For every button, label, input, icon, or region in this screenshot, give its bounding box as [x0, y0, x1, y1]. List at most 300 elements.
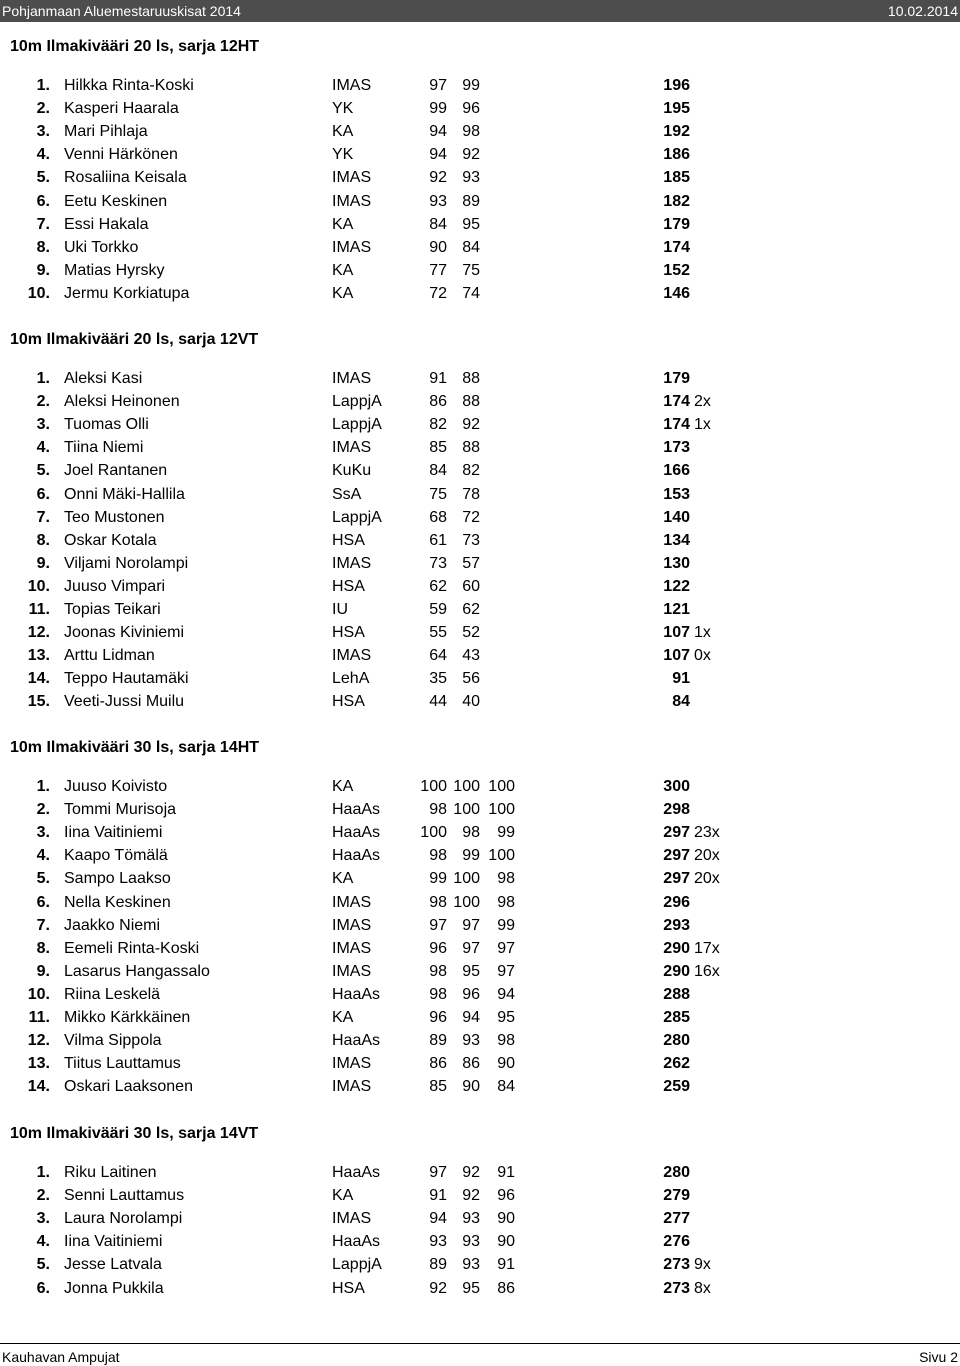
cell-extra: 17x	[694, 939, 720, 957]
cell-s1: 84	[429, 215, 447, 233]
cell-rank: 2.	[36, 393, 50, 411]
cell-name: Tuomas Olli	[64, 416, 149, 434]
cell-s2: 94	[462, 1009, 480, 1026]
cell-s1: 100	[420, 778, 447, 795]
table-row	[0, 486, 960, 509]
cell-rank: 9.	[36, 554, 50, 572]
cell-s2: 92	[462, 416, 480, 434]
cell-s1: 89	[429, 1256, 447, 1274]
cell-total: 182	[663, 192, 690, 210]
cell-total: 130	[663, 554, 690, 572]
cell-rank: 13.	[27, 1055, 50, 1073]
cell-total: 153	[663, 485, 690, 503]
cell-s1: 44	[429, 693, 447, 711]
cell-s1: 92	[429, 169, 447, 187]
cell-total: 195	[663, 100, 690, 118]
cell-name: Oskari Laaksonen	[64, 1078, 193, 1096]
table-row	[0, 824, 960, 847]
cell-s2: 52	[462, 624, 480, 642]
cell-name: Mari Pihlaja	[64, 123, 148, 141]
table-row	[0, 1280, 960, 1303]
cell-rank: 8.	[36, 531, 50, 549]
cell-s2: 96	[462, 100, 480, 118]
cell-extra: 8x	[694, 1279, 711, 1297]
cell-s2: 73	[462, 531, 480, 549]
cell-s3: 98	[497, 870, 515, 888]
table-row	[0, 169, 960, 192]
cell-s2: 60	[462, 577, 480, 595]
cell-s3: 99	[497, 916, 515, 934]
cell-extra: 1x	[694, 624, 711, 642]
cell-extra: 9x	[694, 1256, 711, 1274]
cell-rank: 15.	[27, 693, 50, 711]
cell-total: 279	[663, 1187, 690, 1205]
cell-total: 84	[672, 693, 690, 711]
cell-total: 297	[663, 870, 690, 888]
cell-total: 273	[663, 1256, 690, 1274]
cell-s2: 75	[462, 261, 480, 279]
cell-s2: 97	[462, 916, 480, 934]
cell-name: Topias Teikari	[64, 601, 161, 618]
cell-total: 259	[663, 1078, 690, 1096]
table-row	[0, 193, 960, 216]
cell-rank: 5.	[36, 1256, 50, 1274]
cell-club: YK	[332, 100, 354, 118]
cell-s1: 85	[429, 439, 447, 457]
cell-extra: 1x	[694, 416, 711, 434]
cell-rank: 1.	[36, 77, 50, 94]
cell-name: Nella Keskinen	[64, 893, 171, 911]
cell-s1: 97	[429, 1164, 447, 1181]
cell-extra: 2x	[694, 393, 711, 411]
table-row	[0, 940, 960, 963]
cell-extra: 16x	[694, 962, 720, 980]
cell-s1: 55	[429, 624, 447, 642]
cell-s3: 100	[488, 847, 515, 865]
cell-rank: 9.	[36, 962, 50, 980]
cell-name: Hilkka Rinta-Koski	[64, 77, 194, 94]
table-row	[0, 963, 960, 986]
cell-total: 298	[663, 801, 690, 819]
cell-rank: 14.	[27, 1078, 50, 1096]
cell-total: 166	[663, 462, 690, 480]
cell-club: KA	[332, 1187, 354, 1205]
cell-name: Aleksi Kasi	[64, 370, 143, 387]
cell-total: 185	[663, 169, 690, 187]
cell-s1: 92	[429, 1279, 447, 1297]
cell-name: Jaakko Niemi	[64, 916, 161, 934]
cell-name: Kaapo Tömälä	[64, 847, 168, 865]
table-row	[0, 146, 960, 169]
cell-club: IMAS	[332, 439, 372, 457]
cell-club: IMAS	[332, 1078, 372, 1096]
table-row	[0, 1233, 960, 1256]
cell-rank: 11.	[28, 601, 50, 618]
cell-rank: 5.	[36, 169, 50, 187]
cell-s3: 91	[497, 1164, 515, 1181]
table-row	[0, 870, 960, 893]
cell-s1: 98	[429, 985, 447, 1003]
cell-club: KA	[332, 284, 354, 302]
cell-s1: 89	[429, 1032, 447, 1050]
cell-s1: 98	[429, 847, 447, 865]
table-row	[0, 778, 960, 801]
cell-name: Mikko Kärkkäinen	[64, 1009, 191, 1026]
cell-name: Arttu Lidman	[64, 647, 155, 665]
table-row	[0, 847, 960, 870]
cell-club: HSA	[332, 624, 365, 642]
cell-s3: 97	[497, 939, 515, 957]
cell-club: IMAS	[332, 893, 372, 911]
cell-club: IMAS	[332, 1055, 372, 1073]
cell-s1: 59	[429, 601, 447, 618]
cell-total: 152	[663, 261, 690, 279]
cell-club: KA	[332, 261, 354, 279]
cell-s3: 100	[488, 778, 515, 795]
cell-rank: 2.	[36, 100, 50, 118]
cell-s2: 93	[462, 1233, 480, 1251]
cell-s2: 95	[462, 962, 480, 980]
cell-total: 173	[663, 439, 690, 457]
cell-name: Tommi Murisoja	[64, 801, 177, 819]
cell-s3: 84	[497, 1078, 515, 1096]
cell-name: Juuso Koivisto	[64, 778, 168, 795]
cell-name: Sampo Laakso	[64, 870, 171, 888]
cell-extra: 0x	[694, 647, 711, 665]
cell-s1: 97	[429, 77, 447, 94]
cell-total: 297	[663, 824, 690, 842]
cell-s2: 90	[462, 1078, 480, 1096]
cell-total: 91	[672, 670, 690, 688]
cell-s2: 57	[462, 554, 480, 572]
cell-name: Laura Norolampi	[64, 1210, 183, 1228]
cell-s2: 72	[462, 508, 480, 526]
cell-total: 121	[663, 601, 690, 618]
cell-s2: 100	[453, 893, 480, 911]
cell-name: Riina Leskelä	[64, 985, 161, 1003]
cell-name: Jermu Korkiatupa	[64, 284, 190, 302]
cell-rank: 11.	[28, 1009, 50, 1026]
table-row	[0, 285, 960, 308]
cell-club: SsA	[332, 485, 362, 503]
cell-s2: 56	[462, 670, 480, 688]
cell-s3: 98	[497, 893, 515, 911]
cell-name: Veeti-Jussi Muilu	[64, 693, 185, 711]
cell-s1: 61	[429, 531, 447, 549]
table-row	[0, 693, 960, 716]
cell-name: Aleksi Heinonen	[64, 393, 180, 411]
cell-club: YK	[332, 146, 354, 164]
cell-club: HaaAs	[332, 801, 381, 819]
cell-s1: 35	[429, 670, 447, 688]
cell-s1: 72	[429, 284, 447, 302]
cell-total: 140	[663, 508, 690, 526]
cell-s2: 40	[462, 693, 480, 711]
cell-s2: 99	[462, 847, 480, 865]
cell-s2: 98	[462, 824, 480, 842]
cell-rank: 5.	[36, 870, 50, 888]
table-row	[0, 416, 960, 439]
cell-club: HaaAs	[332, 1164, 381, 1181]
cell-s2: 89	[462, 192, 480, 210]
cell-rank: 6.	[36, 192, 50, 210]
cell-s2: 43	[462, 647, 480, 665]
cell-s1: 93	[429, 192, 447, 210]
cell-s2: 92	[462, 146, 480, 164]
cell-s3: 100	[488, 801, 515, 819]
cell-s1: 91	[429, 1187, 447, 1205]
table-row	[0, 123, 960, 146]
cell-name: Riku Laitinen	[64, 1164, 157, 1181]
cell-total: 179	[663, 215, 690, 233]
cell-club: KA	[332, 870, 354, 888]
cell-club: HaaAs	[332, 985, 381, 1003]
cell-name: Matias Hyrsky	[64, 261, 165, 279]
cell-s3: 95	[497, 1009, 515, 1026]
cell-rank: 3.	[36, 123, 50, 141]
cell-name: Venni Härkönen	[64, 146, 178, 164]
table-row	[0, 239, 960, 262]
cell-s3: 91	[497, 1256, 515, 1274]
cell-rank: 8.	[36, 939, 50, 957]
cell-club: HaaAs	[332, 824, 381, 842]
cell-s3: 94	[497, 985, 515, 1003]
cell-rank: 9.	[36, 261, 50, 279]
cell-s1: 73	[429, 554, 447, 572]
cell-name: Eemeli Rinta-Koski	[64, 939, 200, 957]
table-row	[0, 262, 960, 285]
cell-rank: 12.	[27, 624, 50, 642]
cell-total: 300	[663, 778, 690, 795]
cell-s2: 100	[453, 778, 480, 795]
cell-s2: 95	[462, 215, 480, 233]
cell-total: 280	[663, 1164, 690, 1181]
cell-s2: 99	[462, 77, 480, 94]
cell-s1: 100	[420, 824, 447, 842]
cell-s1: 75	[429, 485, 447, 503]
section-title: 10m Ilmakivääri 30 ls, sarja 14HT	[10, 739, 260, 756]
cell-s1: 96	[429, 1009, 447, 1026]
cell-name: Jesse Latvala	[64, 1256, 162, 1274]
cell-s1: 64	[429, 647, 447, 665]
cell-extra: 23x	[694, 824, 720, 842]
cell-s1: 62	[429, 577, 447, 595]
cell-rank: 4.	[36, 1233, 50, 1251]
cell-s3: 97	[497, 962, 515, 980]
table-row	[0, 216, 960, 239]
page-header	[0, 0, 960, 22]
cell-s1: 97	[429, 916, 447, 934]
cell-s3: 86	[497, 1279, 515, 1297]
cell-s1: 98	[429, 893, 447, 911]
section-title: 10m Ilmakivääri 30 ls, sarja 14VT	[10, 1125, 259, 1142]
cell-s3: 90	[497, 1055, 515, 1073]
cell-rank: 1.	[36, 778, 50, 795]
cell-s2: 88	[462, 439, 480, 457]
table-row	[0, 462, 960, 485]
cell-rank: 6.	[36, 1279, 50, 1297]
cell-club: KA	[332, 1009, 354, 1026]
cell-rank: 4.	[36, 847, 50, 865]
cell-s2: 98	[462, 123, 480, 141]
cell-rank: 1.	[36, 1164, 50, 1181]
cell-s1: 94	[429, 123, 447, 141]
cell-s1: 77	[429, 261, 447, 279]
cell-extra: 20x	[694, 870, 720, 888]
cell-total: 174	[663, 393, 690, 411]
cell-s1: 68	[429, 508, 447, 526]
cell-total: 196	[663, 77, 690, 94]
cell-rank: 10.	[27, 577, 50, 595]
table-row	[0, 1187, 960, 1210]
cell-s3: 98	[497, 1032, 515, 1050]
cell-club: IU	[332, 601, 348, 618]
cell-s2: 92	[462, 1164, 480, 1181]
cell-name: Eetu Keskinen	[64, 192, 168, 210]
cell-club: LappjA	[332, 393, 382, 411]
cell-total: 290	[663, 962, 690, 980]
cell-s2: 74	[462, 284, 480, 302]
cell-name: Teo Mustonen	[64, 508, 165, 526]
cell-total: 122	[663, 577, 690, 595]
table-row	[0, 509, 960, 532]
table-row	[0, 1055, 960, 1078]
cell-s1: 86	[429, 1055, 447, 1073]
cell-rank: 7.	[36, 508, 50, 526]
cell-s1: 93	[429, 1233, 447, 1251]
cell-name: Tiitus Lauttamus	[64, 1055, 181, 1073]
cell-total: 134	[663, 531, 690, 549]
cell-name: Joel Rantanen	[64, 462, 168, 480]
cell-total: 146	[663, 284, 690, 302]
cell-rank: 3.	[36, 1210, 50, 1228]
cell-s1: 85	[429, 1078, 447, 1096]
cell-club: LappjA	[332, 1256, 382, 1274]
cell-total: 174	[663, 416, 690, 434]
cell-s1: 94	[429, 146, 447, 164]
cell-s2: 96	[462, 985, 480, 1003]
table-row	[0, 601, 960, 624]
cell-s1: 98	[429, 801, 447, 819]
cell-club: IMAS	[332, 370, 372, 387]
table-row	[0, 555, 960, 578]
cell-name: Viljami Norolampi	[64, 554, 189, 572]
cell-total: 293	[663, 916, 690, 934]
cell-total: 273	[663, 1279, 690, 1297]
cell-name: Iina Vaitiniemi	[64, 824, 163, 842]
cell-name: Uki Torkko	[64, 238, 139, 256]
cell-club: HSA	[332, 693, 365, 711]
cell-rank: 5.	[36, 462, 50, 480]
cell-total: 296	[663, 893, 690, 911]
cell-name: Onni Mäki-Hallila	[64, 485, 185, 503]
cell-club: HSA	[332, 1279, 365, 1297]
cell-s2: 95	[462, 1279, 480, 1297]
header-date: 10.02.2014	[887, 3, 958, 19]
cell-club: HSA	[332, 577, 365, 595]
cell-s1: 90	[429, 238, 447, 256]
cell-club: LappjA	[332, 416, 382, 434]
cell-club: KA	[332, 778, 354, 795]
cell-total: 192	[663, 123, 690, 141]
cell-club: HSA	[332, 531, 365, 549]
cell-name: Senni Lauttamus	[64, 1187, 185, 1205]
cell-s2: 92	[462, 1187, 480, 1205]
cell-total: 179	[663, 370, 690, 387]
cell-club: IMAS	[332, 916, 372, 934]
cell-s1: 98	[429, 962, 447, 980]
cell-rank: 10.	[27, 284, 50, 302]
cell-club: IMAS	[332, 238, 372, 256]
cell-s1: 99	[429, 870, 447, 888]
cell-total: 280	[663, 1032, 690, 1050]
cell-s1: 94	[429, 1210, 447, 1228]
table-row	[0, 1032, 960, 1055]
cell-s2: 78	[462, 485, 480, 503]
header-title: Pohjanmaan Aluemestaruuskisat 2014	[2, 3, 241, 19]
cell-s3: 96	[497, 1187, 515, 1205]
footer-organizer: Kauhavan Ampujat	[2, 1349, 120, 1365]
cell-s2: 100	[453, 870, 480, 888]
table-row	[0, 624, 960, 647]
cell-club: LappjA	[332, 508, 382, 526]
cell-s2: 97	[462, 939, 480, 957]
cell-name: Kasperi Haarala	[64, 100, 179, 118]
cell-club: IMAS	[332, 647, 372, 665]
table-row	[0, 894, 960, 917]
cell-rank: 7.	[36, 215, 50, 233]
cell-rank: 8.	[36, 238, 50, 256]
cell-s2: 93	[462, 1256, 480, 1274]
cell-s2: 93	[462, 1032, 480, 1050]
cell-extra: 20x	[694, 847, 720, 865]
cell-club: IMAS	[332, 554, 372, 572]
cell-rank: 13.	[27, 647, 50, 665]
table-row	[0, 647, 960, 670]
cell-rank: 2.	[36, 1187, 50, 1205]
cell-s1: 86	[429, 393, 447, 411]
cell-club: KuKu	[332, 462, 372, 480]
cell-club: IMAS	[332, 962, 372, 980]
cell-total: 276	[663, 1233, 690, 1251]
cell-club: IMAS	[332, 1210, 372, 1228]
cell-total: 288	[663, 985, 690, 1003]
cell-s1: 91	[429, 370, 447, 387]
cell-rank: 6.	[36, 893, 50, 911]
cell-total: 290	[663, 939, 690, 957]
table-row	[0, 100, 960, 123]
cell-name: Vilma Sippola	[64, 1032, 162, 1050]
cell-s3: 90	[497, 1210, 515, 1228]
table-row	[0, 1078, 960, 1101]
cell-s2: 62	[462, 601, 480, 618]
table-row	[0, 370, 960, 393]
cell-rank: 4.	[36, 439, 50, 457]
cell-s2: 84	[462, 238, 480, 256]
table-row	[0, 670, 960, 693]
cell-s1: 84	[429, 462, 447, 480]
cell-total: 186	[663, 146, 690, 164]
cell-club: LehA	[332, 670, 370, 688]
cell-s3: 90	[497, 1233, 515, 1251]
cell-club: HaaAs	[332, 1233, 381, 1251]
cell-total: 262	[663, 1055, 690, 1073]
page-footer	[0, 1343, 960, 1366]
cell-club: HaaAs	[332, 1032, 381, 1050]
cell-rank: 3.	[36, 824, 50, 842]
table-row	[0, 77, 960, 100]
table-row	[0, 1009, 960, 1032]
